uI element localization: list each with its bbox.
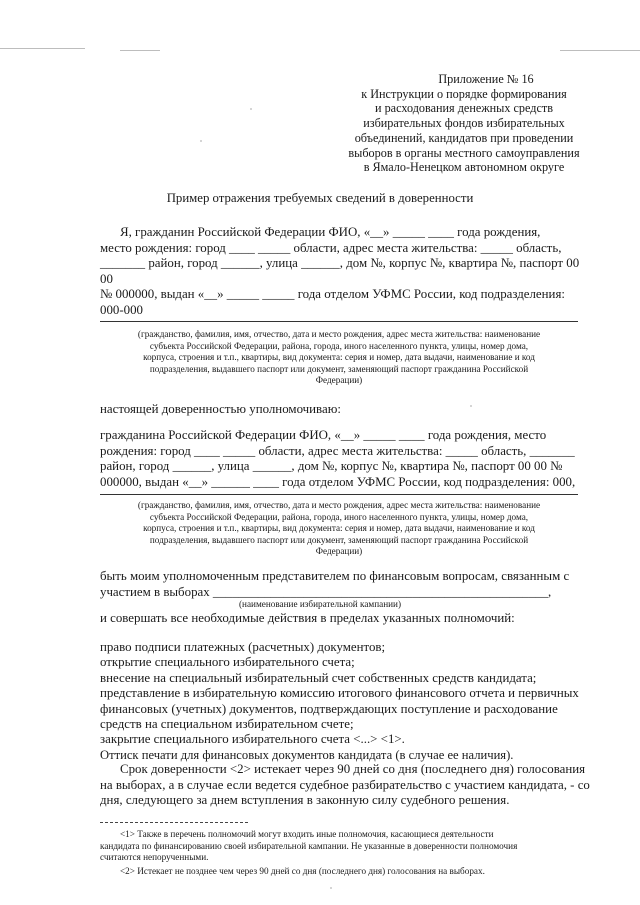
grantee-line: район, город ______, улица ______, дом №, корпус №, квартира №, паспорт 00 00 № xyxy=(100,459,563,474)
grantor-line: 000-000 xyxy=(100,302,143,317)
note-line: субъекта Российской Федерации, района, города, иного населенного пункта, улицы, номер дома, xyxy=(149,340,529,351)
note-line: подразделения, выдавшего паспорт или документ, заменяющий паспорт гражданина Российской xyxy=(149,363,529,374)
grantee-line: гражданина Российской Федерации ФИО, «__» _____ ____ года рождения, место xyxy=(100,428,547,442)
term-line: дня, следующего за днем вступления в законную силу судебного решения. xyxy=(100,793,510,808)
grantor-line: место рождения: город ____ _____ области, адрес места жительства: _____ область, xyxy=(100,240,562,255)
appendix-line: выборов в органы местного самоуправления xyxy=(348,145,580,160)
power-item: финансовых (учетных) документов, подтверждающих поступление и расходование xyxy=(100,701,558,716)
representative-line: участием в выборах ____________________________________________________, xyxy=(100,584,552,599)
grantee-paragraph xyxy=(100,428,576,490)
note-line: (гражданство, фамилия, имя, отчество, дата и место рождения, адрес места жительства: наименование xyxy=(137,329,541,339)
note-line: корпуса, строения и т.п., квартиры, вид документа: серия и номер, дата выдачи, наименование и код xyxy=(143,523,535,534)
power-item: открытие специального избирательного счета; xyxy=(100,655,355,670)
term-paragraph xyxy=(100,762,590,809)
appendix-line: в Ямало-Ненецком автономном округе xyxy=(363,160,565,175)
footnote-line: считаются непорученными. xyxy=(100,852,209,863)
scan-speckle xyxy=(330,887,332,889)
term-line: Срок доверенности <2> истекает через 90 дней со дня (последнего дня) голосования xyxy=(120,762,586,776)
document-title: Пример отражения требуемых сведений в доверенности xyxy=(166,191,474,205)
note-line: корпуса, строения и т.п., квартиры, вид документа: серия и номер, дата выдачи, наименование и код xyxy=(143,352,535,363)
scan-speckle xyxy=(200,140,202,142)
grantee-line: 000000, выдан «__» ______ ____ года отделом УФМС России, код подразделения: 000, xyxy=(100,474,576,489)
footnote-1 xyxy=(100,829,578,864)
underline-rule xyxy=(100,321,578,322)
grantor-line: № 000000, выдан «__» _____ _____ года отделом УФМС России, код подразделения: xyxy=(100,287,565,302)
footnote-line: <1> Также в перечень полномочий могут входить иные полномочия, касающиеся деятельности xyxy=(120,829,494,839)
appendix-line: и расходования денежных средств xyxy=(375,101,553,116)
campaign-note-text: (наименование избирательной кампании) xyxy=(238,599,402,609)
grantee-line: рождения: город ____ _____ области, адрес места жительства: _____ область, _______ xyxy=(100,443,575,458)
grantor-line: Я, гражданин Российской Федерации ФИО, «__» _____ ____ года рождения, xyxy=(120,225,541,239)
authorize-line: настоящей доверенностью уполномочиваю: xyxy=(100,402,341,416)
power-item: Оттиск печати для финансовых документов кандидата (в случае ее наличия). xyxy=(100,747,514,762)
powers-list xyxy=(100,640,579,763)
scan-speckle xyxy=(250,108,252,110)
representative-paragraph xyxy=(100,569,576,600)
note-line: подразделения, выдавшего паспорт или документ, заменяющий паспорт гражданина Российской xyxy=(149,534,529,545)
representative-line: быть моим уполномоченным представителем по финансовым вопросам, связанным с xyxy=(100,569,570,583)
scan-artifact xyxy=(0,48,85,49)
appendix-line: Приложение № 16 xyxy=(438,72,534,86)
appendix-header xyxy=(330,72,598,175)
grantor-paragraph xyxy=(100,225,580,319)
power-item: внесение на специальный избирательный счет собственных средств кандидата; xyxy=(100,670,537,685)
scan-artifact xyxy=(120,50,160,51)
power-item: закрытие специального избирательного счета <...> <1>. xyxy=(100,732,405,747)
grantor-note xyxy=(100,329,578,387)
note-line: субъекта Российской Федерации, района, города, иного населенного пункта, улицы, номер дома, xyxy=(149,511,529,522)
scan-artifact xyxy=(560,50,640,51)
footnote-line: кандидата по финансированию своей избирательной кампании. Не указанные в доверенности полномочия xyxy=(100,840,518,851)
note-line: Федерации) xyxy=(315,546,363,557)
actions-line xyxy=(100,611,576,627)
power-item: право подписи платежных (расчетных) документов; xyxy=(100,640,386,654)
footnote-divider xyxy=(100,822,248,823)
scan-speckle xyxy=(470,405,472,407)
grantee-note xyxy=(100,500,578,558)
note-line: (гражданство, фамилия, имя, отчество, дата и место рождения, адрес места жительства: наименование xyxy=(137,500,541,510)
power-item: средств на специальном избирательном счете; xyxy=(100,717,354,732)
grantor-line: 00 xyxy=(100,271,113,286)
appendix-line: объединений, кандидатов при проведении xyxy=(354,130,574,145)
actions-text: и совершать все необходимые действия в пределах указанных полномочий: xyxy=(100,611,515,625)
term-line: на выборах, а в случае если ведется судебное разбирательство с участием кандидата, - со xyxy=(100,777,590,792)
note-line: Федерации) xyxy=(315,375,363,386)
grantor-line: _______ район, город ______, улица ______, дом №, корпус №, квартира №, паспорт 00 xyxy=(100,256,580,271)
appendix-line: к Инструкции о порядке формирования xyxy=(361,86,567,101)
footnote-2 xyxy=(100,866,578,878)
power-item: представление в избирательную комиссию итогового финансового отчета и первичных xyxy=(100,686,579,701)
authorize-text xyxy=(100,402,576,418)
campaign-note xyxy=(210,599,430,611)
underline-rule xyxy=(100,494,578,495)
appendix-line: избирательных фондов избирательных xyxy=(363,116,565,131)
footnote-line: <2> Истекает не позднее чем через 90 дней со дня (последнего дня) голосования на выборах. xyxy=(120,866,485,876)
